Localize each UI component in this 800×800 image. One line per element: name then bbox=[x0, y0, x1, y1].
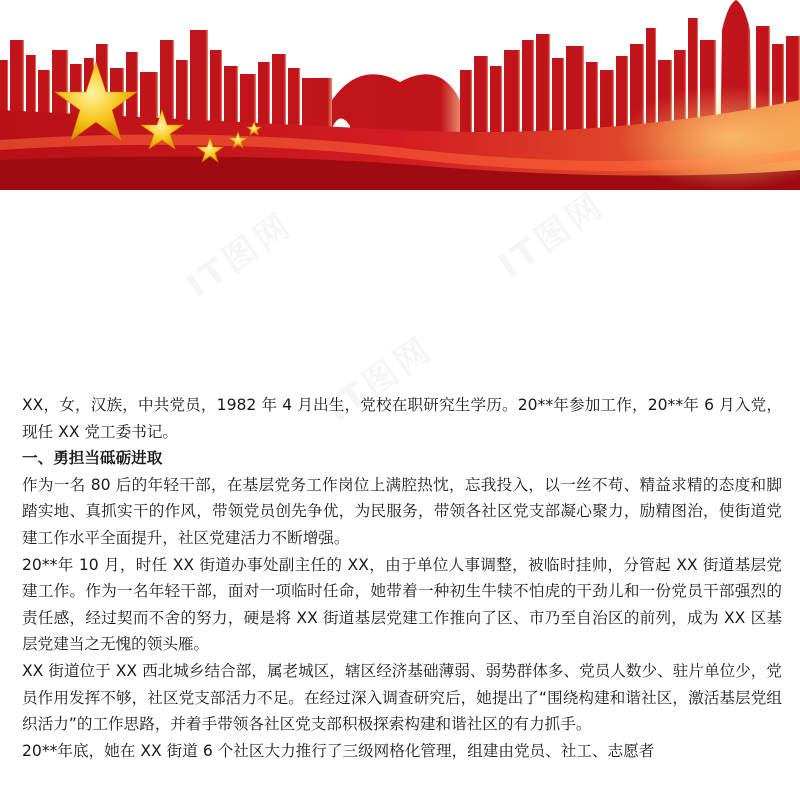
watermark: IT图网 bbox=[179, 204, 301, 307]
header-banner bbox=[0, 0, 800, 190]
watermark: IT图网 bbox=[319, 328, 441, 431]
body-paragraph: 20**年底，她在 XX 街道 6 个社区大力推行了三级网格化管理，组建由党员、社工、志愿者 bbox=[22, 741, 655, 760]
body-paragraph: 20**年 10 月，时任 XX 街道办事处副主任的 XX，由于单位人事调整，被临时挂帅，分管起 XX 街道基层党建工作。作为一名年轻干部，面对一项临时任命，她带着一种初生牛犊不怕虎的干劲儿和一份党员干部强烈的责任感，经过契而不舍的努力，硬是将 XX 街道基层党建工作推向了区、市乃至自治区的前列，成为 XX 区基层党建当之无愧的领头雁。 bbox=[22, 555, 782, 654]
body-paragraph: XX 街道位于 XX 西北城乡结合部，属老城区，辖区经济基础薄弱、弱势群体多、党员人数少、驻片单位少，党员作用发挥不够，社区党支部活力不足。在经过深入调查研究后，她提出了“围绕构建和谐社区，激活基层党组织活力”的工作思路，并着手带领各社区党支部积极探索构建和谐社区的有力抓手。 bbox=[22, 661, 782, 734]
watermark: IT图网 bbox=[491, 184, 613, 287]
body-paragraph: XX，女，汉族，中共党员，1982 年 4 月出生，党校在职研究生学历。20**年参加工作，20**年 6 月入党，现任 XX 党工委书记。 bbox=[22, 396, 782, 441]
body-paragraph: 作为一名 80 后的年轻干部，在基层党务工作岗位上满腔热忱，忘我投入，以一丝不苟、精益求精的态度和脚踏实地、真抓实干的作风，带领党员创先争优，为民服务，带领各社区党支部凝心聚力，励精图治，使街道党建工作水平全面提升，社区党建活力不断增强。 bbox=[22, 475, 782, 547]
banner-glow bbox=[520, 60, 800, 190]
section-heading: 一、勇担当砥砺进取 bbox=[22, 449, 163, 468]
document-body bbox=[22, 392, 782, 764]
